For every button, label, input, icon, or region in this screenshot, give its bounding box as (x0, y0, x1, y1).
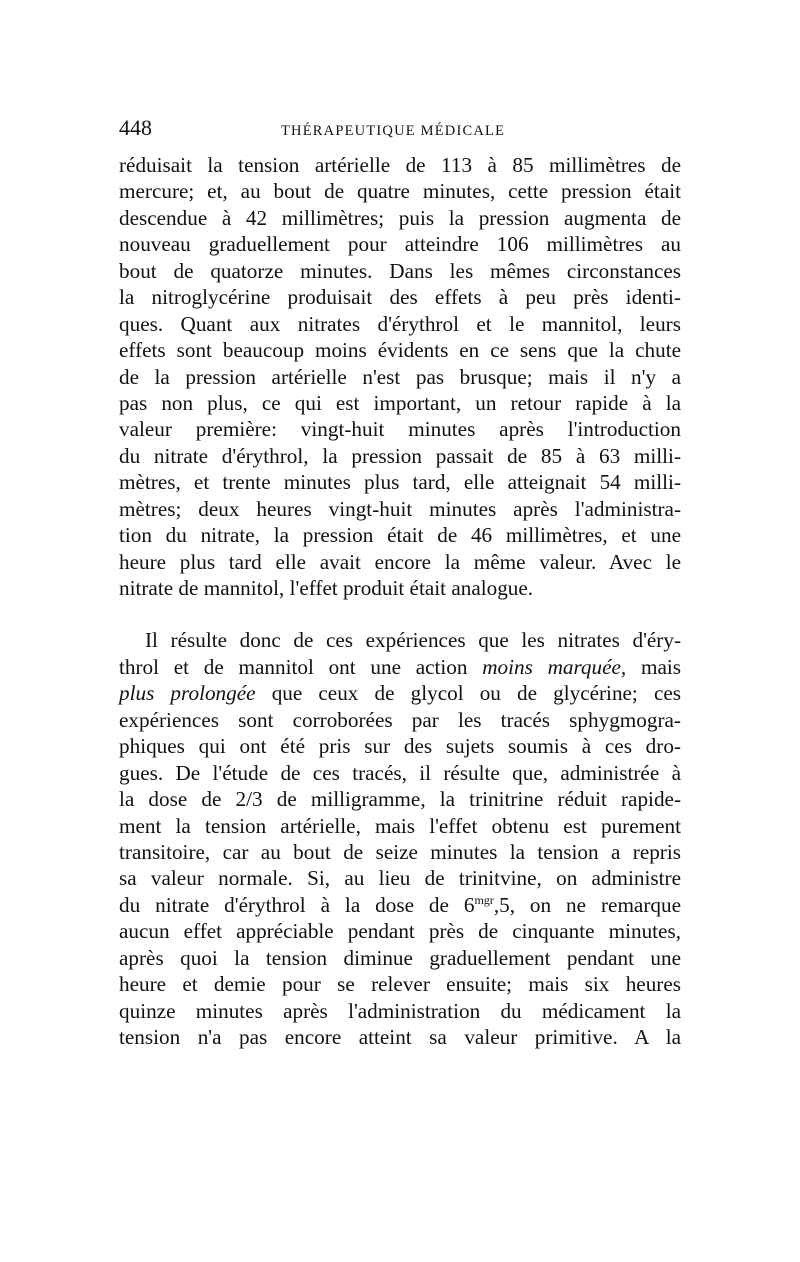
text-line: bout de quatorze minutes. Dans les mêmes circonstances (119, 258, 681, 283)
text-line (119, 654, 681, 680)
text-line: mercure; et, au bout de quatre minutes, cette pression était (119, 179, 681, 204)
paragraph-1 (119, 152, 681, 601)
text-line: tion du nitrate, la pression était de 46 millimètres, et une (119, 523, 681, 548)
text-line: quinze minutes après l'administration du médicament la (119, 998, 681, 1023)
emphasis-moins-marquee: moins marquée, (482, 654, 627, 679)
text-line: ques. Quant aux nitrates d'érythrol et le mannitol, leurs (119, 311, 681, 336)
text-run: throl et de mannitol ont une action (119, 654, 468, 679)
text-line: transitoire, car au bout de seize minutes la tension a repris (119, 839, 681, 864)
text-line: nouveau graduellement pour atteindre 106 millimètres au (119, 232, 681, 257)
text-line: tension n'a pas encore atteint sa valeur primitive. A la (119, 1025, 681, 1049)
text-line: valeur première: vingt-huit minutes après l'introduction (119, 417, 681, 442)
page-header (119, 113, 681, 143)
text-line: expériences sont corroborées par les tracés sphygmogra- (119, 707, 681, 732)
text-line: heure et demie pour se relever ensuite; mais six heures (119, 972, 681, 997)
text-run: mais (640, 654, 681, 679)
paragraph-2 (119, 627, 681, 1050)
text-line: ment la tension artérielle, mais l'effet obtenu est purement (119, 813, 681, 838)
text-line: mètres, et trente minutes plus tard, elle atteignait 54 milli- (119, 470, 681, 495)
text-line: effets sont beaucoup moins évidents en ce sens que la chute (119, 338, 681, 363)
emphasis-plus-prolongee: plus prolongée (119, 681, 256, 706)
text-line: descendue à 42 millimètres; puis la pression augmenta de (119, 205, 681, 230)
body-text (119, 152, 681, 1050)
running-title: THÉRAPEUTIQUE MÉDICALE (281, 123, 506, 139)
text-line: sa valeur normale. Si, au lieu de trinitvine, on administre (119, 866, 681, 891)
page-number: 448 (119, 115, 152, 140)
dose-unit-superscript: mgr (474, 892, 494, 907)
text-line: du nitrate d'érythrol, la pression passait de 85 à 63 milli- (119, 443, 681, 468)
text-line: phiques qui ont été pris sur des sujets soumis à ces dro- (119, 734, 681, 759)
text-line: nitrate de mannitol, l'effet produit était analogue. (119, 576, 534, 600)
text-line: après quoi la tension diminue graduellement pendant une (119, 945, 681, 970)
text-run: du nitrate d'érythrol à la dose de 6 (119, 892, 475, 917)
text-line: pas non plus, ce qui est important, un retour rapide à la (119, 390, 681, 415)
text-line: Il résulte donc de ces expériences que les nitrates d'éry- (145, 628, 681, 653)
text-line: de la pression artérielle n'est pas brusque; mais il n'y a (119, 364, 681, 389)
text-run: ,5, on ne remarque (493, 892, 681, 917)
text-line: mètres; deux heures vingt-huit minutes après l'administra- (119, 496, 681, 521)
text-line: la nitroglycérine produisait des effets à peu près identi- (119, 285, 681, 310)
text-line: la dose de 2/3 de milligramme, la trinitrine réduit rapide- (119, 787, 681, 812)
text-line (119, 680, 681, 706)
text-line: réduisait la tension artérielle de 113 à 85 millimètres de (119, 153, 681, 177)
text-run: que ceux de glycol ou de glycérine; ces (271, 681, 681, 706)
text-line (119, 892, 681, 918)
text-line: aucun effet appréciable pendant près de cinquante minutes, (119, 919, 681, 944)
text-line: heure plus tard elle avait encore la même valeur. Avec le (119, 549, 681, 574)
text-line: gues. De l'étude de ces tracés, il résulte que, administrée à (119, 760, 681, 785)
